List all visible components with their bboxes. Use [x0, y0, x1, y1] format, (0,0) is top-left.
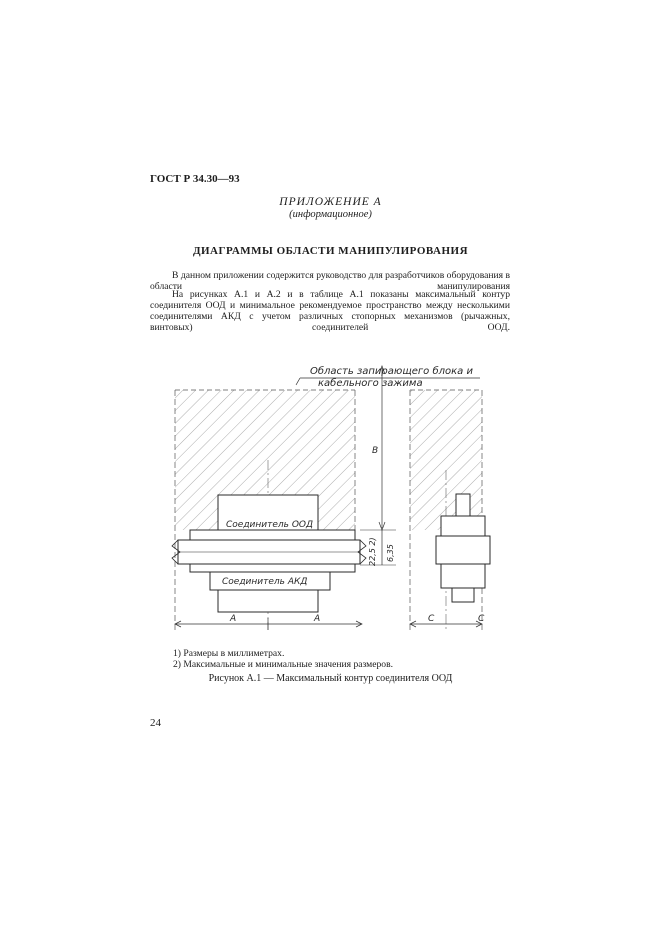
- dim-a-left-label: A: [230, 614, 237, 624]
- appendix-title: ПРИЛОЖЕНИЕ А: [279, 196, 382, 208]
- leader-line: [296, 378, 300, 385]
- akd-plug: [218, 590, 318, 612]
- side-view-lower: [441, 564, 485, 588]
- side-view-upper: [441, 516, 485, 536]
- ood-flange: [190, 530, 355, 540]
- dim-22-label: 22,5 2): [368, 537, 377, 566]
- paragraph-2: На рисунках А.1 и А.2 и в таблице А.1 показаны максимальный контур соединителя ООД и минимальное рекомендуемое пространство между несколькими соединителями АКД с учетом различных стопорных механизмов (рычажных, винтовых) соединителей ООД.: [150, 289, 510, 333]
- section-title: ДИАГРАММЫ ОБЛАСТИ МАНИПУЛИРОВАНИЯ: [192, 245, 469, 257]
- area-label-line2: кабельного зажима: [318, 378, 423, 389]
- dim-c-right-label: C: [478, 614, 485, 624]
- ood-connector-label: Соединитель ООД: [226, 520, 314, 530]
- appendix-subtitle: (информационное): [289, 209, 372, 220]
- figure-caption: Рисунок А.1 — Максимальный контур соединителя ООД: [208, 673, 453, 684]
- dim-c-left-label: C: [428, 614, 435, 624]
- area-label-line1: Область запирающего блока и: [310, 366, 473, 377]
- standard-header: ГОСТ Р 34.30—93: [150, 173, 240, 185]
- side-view-bottom: [452, 588, 474, 602]
- note-2: 2) Максимальные и минимальные значения размеров.: [173, 659, 394, 670]
- side-view-top: [456, 494, 470, 516]
- dim-635-label: 6,35: [386, 544, 395, 562]
- paragraph-1: В данном приложении содержится руководство для разработчиков оборудования в области манипулирования: [150, 270, 510, 292]
- akd-connector-label: Соединитель АКД: [222, 577, 308, 587]
- dim-b-label: B: [372, 446, 379, 456]
- note-1: 1) Размеры в миллиметрах.: [173, 648, 285, 659]
- dim-a-right-label: A: [314, 614, 321, 624]
- page-number: 24: [150, 717, 161, 729]
- akd-flange: [190, 564, 355, 572]
- side-view-middle: [436, 536, 490, 564]
